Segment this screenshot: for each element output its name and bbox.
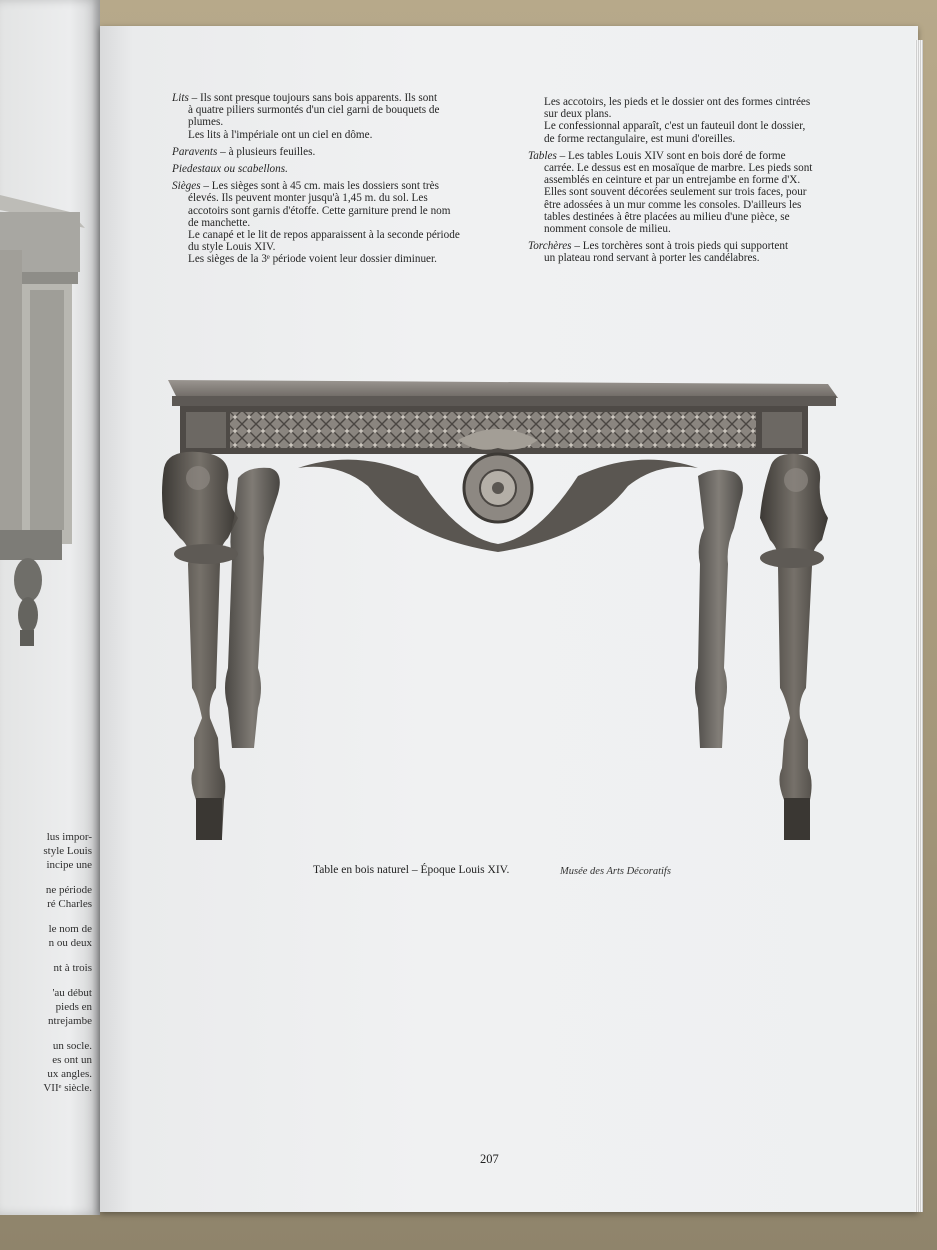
text-line bbox=[172, 253, 482, 265]
fragment: es ont un bbox=[52, 1054, 92, 1066]
fragment: VIIᵉ siècle. bbox=[43, 1082, 92, 1094]
fragment: un socle. bbox=[52, 1040, 92, 1052]
text-line bbox=[528, 96, 838, 108]
entry-text: Les accotoirs, les pieds et le dossier ont des formes cintrées bbox=[544, 96, 811, 108]
text-line bbox=[528, 223, 838, 235]
entry-text: – à plusieurs feuilles. bbox=[217, 145, 316, 158]
text-line bbox=[528, 199, 838, 211]
entry-text: Le canapé et le lit de repos apparaissent à la seconde période bbox=[188, 228, 460, 241]
page-number: 207 bbox=[480, 1152, 499, 1166]
entry-text: – Les torchères sont à trois pieds qui supportent bbox=[571, 240, 789, 253]
fragment: ntrejambe bbox=[48, 1015, 92, 1027]
entry-text: accotoirs sont garnis d'étoffe. Cette garniture prend le nom bbox=[188, 204, 451, 217]
entry-text: élevés. Ils peuvent monter jusqu'à 1,45 m. du sol. Les bbox=[188, 192, 428, 205]
text-line bbox=[172, 92, 482, 104]
entry-text: du style Louis XIV. bbox=[188, 241, 276, 254]
cabinet-illustration bbox=[0, 190, 100, 650]
left-page-text-fragments bbox=[0, 830, 92, 1095]
fragment: ne période bbox=[45, 884, 92, 896]
entry-term: Torchères bbox=[528, 240, 572, 253]
text-line bbox=[528, 174, 838, 186]
entry-text: Le confessionnal apparaît, c'est un fauteuil dont le dossier, bbox=[544, 120, 806, 133]
text-line bbox=[172, 180, 482, 192]
fragment: lus impor- bbox=[46, 831, 92, 843]
text-line bbox=[172, 146, 482, 158]
text-line bbox=[528, 252, 838, 264]
photo-source: Musée des Arts Décoratifs bbox=[560, 866, 671, 877]
entry-text: Les sièges de la 3ᵉ période voient leur dossier diminuer. bbox=[188, 253, 437, 266]
louis-xiv-table-photo bbox=[158, 368, 848, 858]
photo-caption: Table en bois naturel – Époque Louis XIV. bbox=[313, 864, 510, 876]
entry-text: tables destinées à être placées au milieu d'une pièce, se bbox=[544, 210, 790, 223]
text-line bbox=[528, 120, 838, 132]
entry-term: Tables bbox=[528, 149, 557, 162]
entry-text: – Ils sont presque toujours sans bois apparents. Ils sont bbox=[188, 92, 438, 104]
fragment: pieds en bbox=[55, 1001, 92, 1013]
entry-text: – Les tables Louis XIV sont en bois doré de forme bbox=[556, 149, 786, 162]
entry-text: carrée. Le dessus est en mosaïque de marbre. Les pieds sont bbox=[544, 161, 813, 174]
right-page bbox=[100, 26, 918, 1212]
fragment: ré Charles bbox=[47, 898, 92, 910]
entry-text: plumes. bbox=[188, 116, 224, 129]
entry-text: Les lits à l'impériale ont un ciel en dôme. bbox=[188, 128, 373, 141]
text-line bbox=[528, 211, 838, 223]
text-line bbox=[172, 116, 482, 128]
text-line bbox=[172, 229, 482, 241]
entry-text: – Les sièges sont à 45 cm. mais les dossiers sont très bbox=[200, 180, 439, 193]
fragment: ux angles. bbox=[47, 1068, 92, 1080]
text-line bbox=[172, 241, 482, 253]
text-line bbox=[528, 150, 838, 162]
entry-text: de forme rectangulaire, est muni d'oreilles. bbox=[544, 132, 736, 145]
text-line bbox=[528, 162, 838, 174]
text-column-right bbox=[528, 96, 838, 264]
fragment: le nom de bbox=[48, 923, 92, 935]
text-line bbox=[528, 108, 838, 120]
entry-text: de manchette. bbox=[188, 216, 251, 229]
left-page bbox=[0, 0, 100, 1215]
text-column-left bbox=[172, 92, 482, 265]
text-line bbox=[172, 217, 482, 229]
text-line bbox=[172, 205, 482, 217]
entry-text: être adossées à un mur comme les consoles. D'ailleurs les bbox=[544, 198, 802, 211]
entry-text: à quatre piliers surmontés d'un ciel garni de bouquets de bbox=[188, 104, 440, 117]
entry-term: Lits bbox=[172, 92, 189, 104]
fragment: nt à trois bbox=[53, 962, 92, 974]
text-line bbox=[172, 192, 482, 204]
entry-text: Elles sont souvent décorées seulement sur trois faces, pour bbox=[544, 186, 807, 199]
entry-text: sur deux plans. bbox=[544, 108, 612, 121]
entry-text: un plateau rond servant à porter les candélabres. bbox=[544, 252, 760, 265]
text-line bbox=[528, 186, 838, 198]
text-line bbox=[172, 163, 482, 175]
entry-text: nomment console de milieu. bbox=[544, 222, 671, 235]
fragment: style Louis bbox=[43, 845, 92, 857]
text-line bbox=[172, 104, 482, 116]
entry-term: Sièges bbox=[172, 180, 201, 193]
page-stack-edge bbox=[915, 40, 923, 1212]
fragment: incipe une bbox=[46, 859, 92, 871]
entry-term: Piedestaux ou scabellons. bbox=[172, 162, 288, 175]
fragment: 'au début bbox=[52, 987, 92, 999]
text-line bbox=[528, 240, 838, 252]
entry-text: assemblés en ceinture et par un entrejambe en forme d'X. bbox=[544, 174, 801, 187]
fragment: n ou deux bbox=[48, 937, 92, 949]
entry-term: Paravents bbox=[172, 145, 218, 158]
text-line bbox=[172, 129, 482, 141]
text-line bbox=[528, 133, 838, 145]
